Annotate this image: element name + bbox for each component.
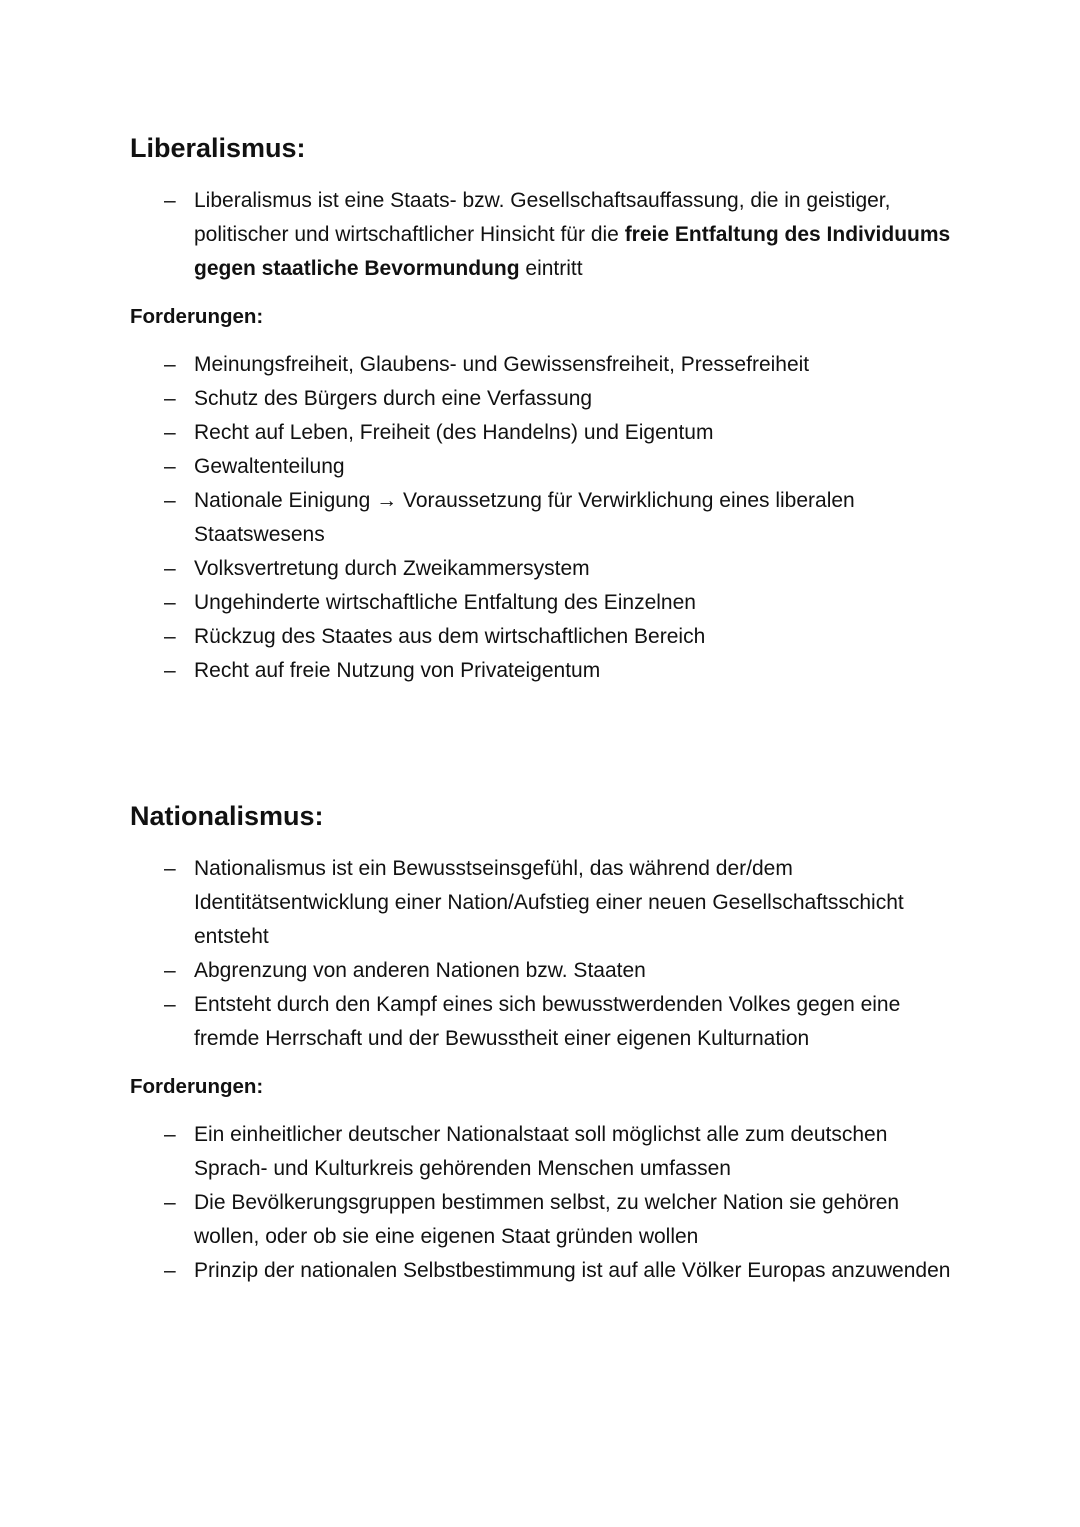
list-item bbox=[130, 988, 960, 1056]
document-page bbox=[130, 128, 960, 1288]
item-text: Rückzug des Staates aus dem wirtschaftlichen Bereich bbox=[194, 625, 706, 648]
dash-bullet: – bbox=[164, 1259, 176, 1282]
list-item bbox=[130, 450, 960, 484]
dash-bullet: – bbox=[164, 591, 176, 614]
dash-bullet: – bbox=[164, 1123, 176, 1146]
item-text: Schutz des Bürgers durch eine Verfassung bbox=[194, 387, 593, 410]
list-item bbox=[130, 552, 960, 586]
item-text: Prinzip der nationalen Selbstbestimmung ist auf alle Völker Europas anzuwenden bbox=[194, 1259, 951, 1282]
dash-bullet: – bbox=[164, 353, 176, 376]
list-item bbox=[130, 1118, 960, 1186]
item-text: Die Bevölkerungsgruppen bestimmen selbst, zu welcher Nation sie gehören wollen, oder ob sie eine eigenen Staat gründen wollen bbox=[194, 1191, 900, 1248]
heading-forderungen-liberalismus: Forderungen: bbox=[130, 305, 264, 328]
definition-bold-text: freie Entfaltung des Individuums gegen staatliche Bevormundung bbox=[194, 223, 951, 280]
dash-bullet: – bbox=[164, 659, 176, 682]
liberalismus-forderungen-list bbox=[130, 348, 960, 688]
list-item bbox=[130, 416, 960, 450]
item-text: Gewaltenteilung bbox=[194, 455, 345, 478]
list-item bbox=[130, 184, 960, 286]
dash-bullet: – bbox=[164, 421, 176, 444]
heading-liberalismus: Liberalismus: bbox=[130, 133, 306, 163]
list-item bbox=[130, 654, 960, 688]
dash-bullet: – bbox=[164, 455, 176, 478]
dash-bullet: – bbox=[164, 625, 176, 648]
item-text: Abgrenzung von anderen Nationen bzw. Staaten bbox=[194, 959, 646, 982]
dash-bullet: – bbox=[164, 557, 176, 580]
item-text: Volksvertretung durch Zweikammersystem bbox=[194, 557, 590, 580]
list-item bbox=[130, 586, 960, 620]
heading-forderungen-nationalismus: Forderungen: bbox=[130, 1075, 264, 1098]
dash-bullet: – bbox=[164, 489, 176, 512]
list-item bbox=[130, 852, 960, 954]
dash-bullet: – bbox=[164, 1191, 176, 1214]
item-text: Ein einheitlicher deutscher Nationalstaat soll möglichst alle zum deutschen Sprach- und Kulturkreis gehörenden Menschen umfassen bbox=[194, 1123, 888, 1180]
item-text: Recht auf Leben, Freiheit (des Handelns) und Eigentum bbox=[194, 421, 714, 444]
list-item bbox=[130, 1254, 960, 1288]
dash-bullet: – bbox=[164, 857, 176, 880]
list-item bbox=[130, 1186, 960, 1254]
list-item bbox=[130, 348, 960, 382]
definition-text-2: eintritt bbox=[519, 257, 583, 280]
item-text: Recht auf freie Nutzung von Privateigentum bbox=[194, 659, 601, 682]
item-text: Entsteht durch den Kampf eines sich bewusstwerdenden Volkes gegen eine fremde Herrschaft und der Bewusstheit einer eigenen Kulturnation bbox=[194, 993, 901, 1050]
item-text: Ungehinderte wirtschaftliche Entfaltung des Einzelnen bbox=[194, 591, 696, 614]
list-item bbox=[130, 954, 960, 988]
dash-bullet: – bbox=[164, 993, 176, 1016]
item-text: Meinungsfreiheit, Glaubens- und Gewissensfreiheit, Pressefreiheit bbox=[194, 353, 810, 376]
item-text: Nationalismus ist ein Bewusstseinsgefühl, das während der/dem Identitätsentwicklung einer Nation/Aufstieg einer neuen Gesellschaftsschicht entsteht bbox=[194, 857, 904, 948]
list-item bbox=[130, 620, 960, 654]
liberalismus-definition-list bbox=[130, 184, 960, 286]
list-item bbox=[130, 382, 960, 416]
nationalismus-points-list bbox=[130, 852, 960, 1056]
definition-text-1: Liberalismus ist eine Staats- bzw. Gesellschaftsauffassung, die in geistiger, politischer und wirtschaftlicher Hinsicht für die bbox=[194, 189, 891, 246]
list-item bbox=[130, 484, 960, 552]
item-text: Nationale Einigung → Voraussetzung für Verwirklichung eines liberalen Staatswesens bbox=[194, 489, 855, 546]
heading-nationalismus: Nationalismus: bbox=[130, 801, 324, 831]
dash-bullet: – bbox=[164, 387, 176, 410]
dash-bullet: – bbox=[164, 959, 176, 982]
nationalismus-forderungen-list bbox=[130, 1118, 960, 1288]
dash-bullet: – bbox=[164, 189, 176, 212]
